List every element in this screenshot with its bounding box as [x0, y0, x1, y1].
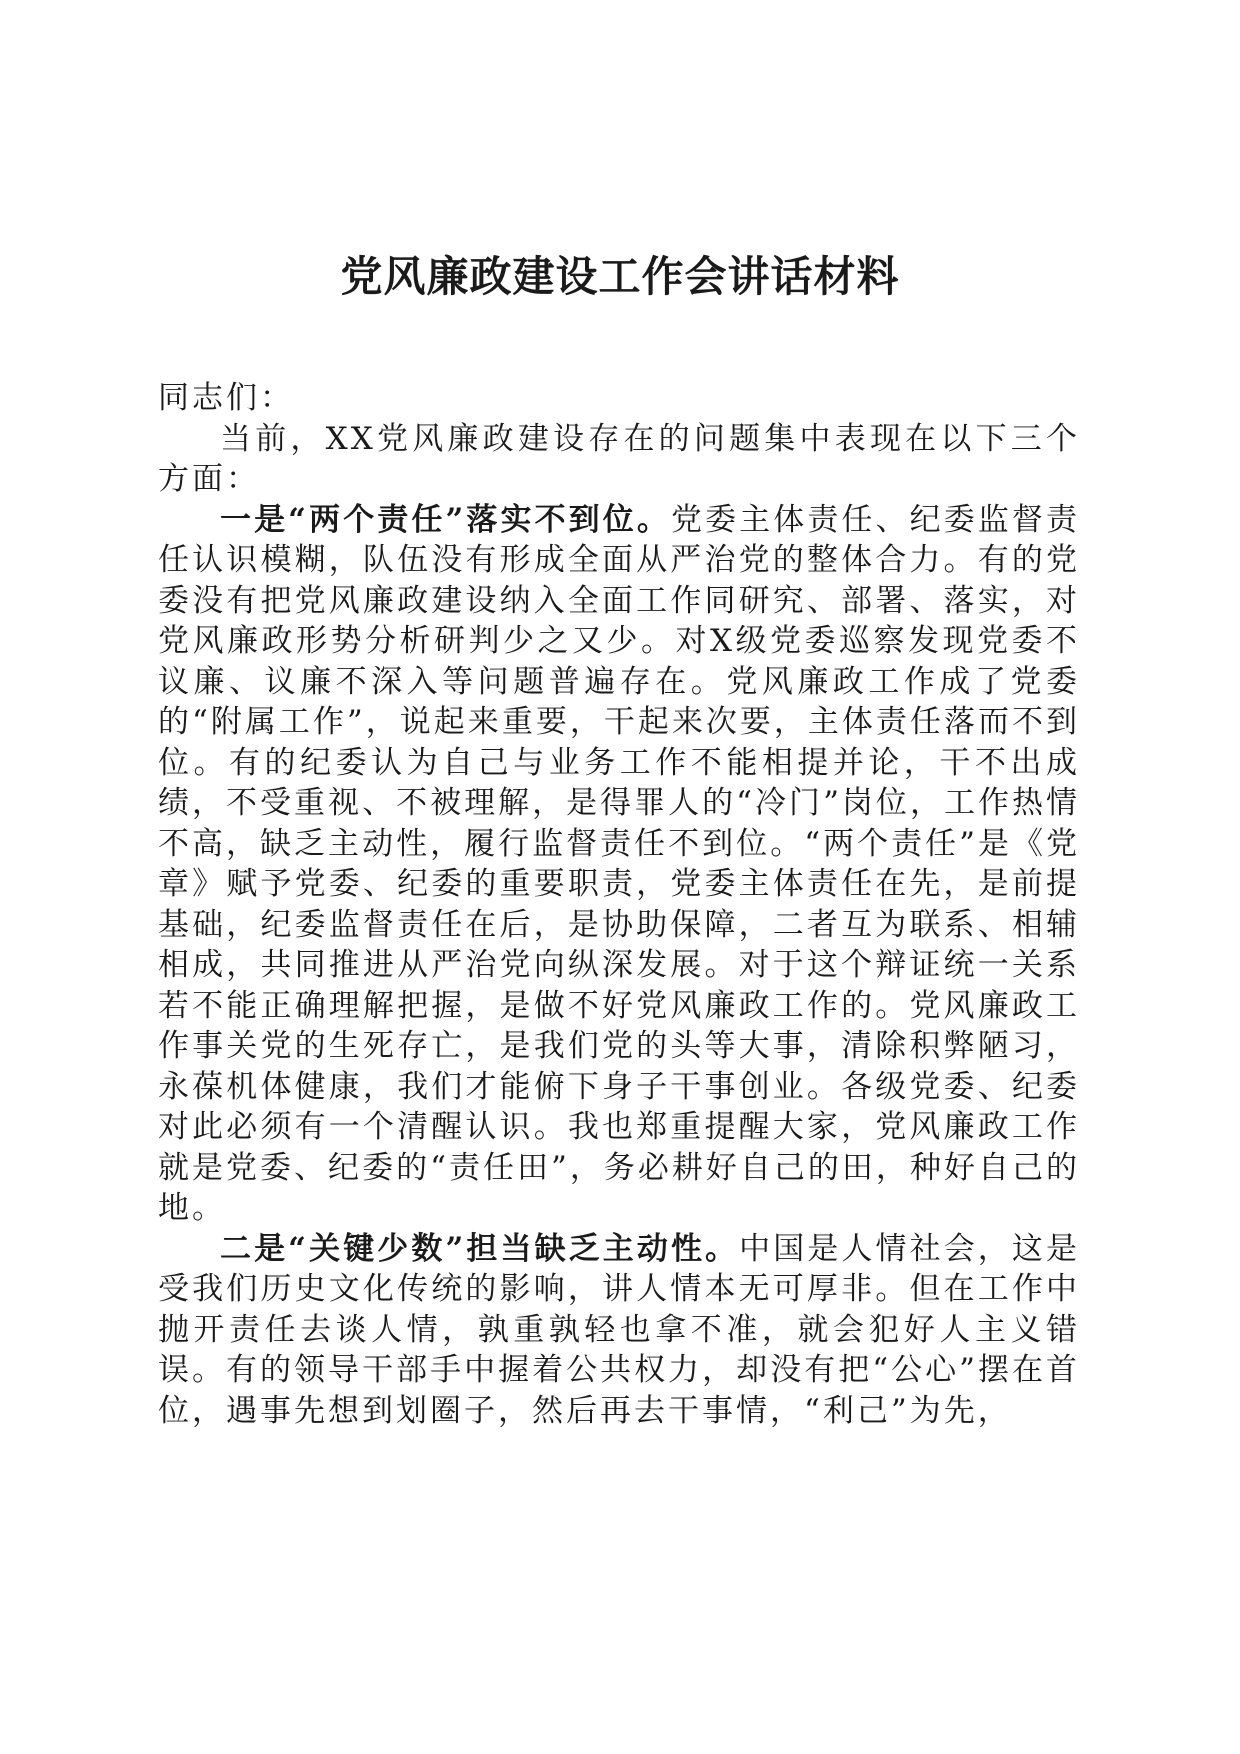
- document-body: [158, 378, 1080, 1431]
- section-1-text: 党委主体责任、纪委监督责任认识模糊，队伍没有形成全面从严治党的整体合力。有的党委没有把党风廉政建设纳入全面工作同研究、部署、落实，对党风廉政形势分析研判少之又少。对X级党委巡察发现党委不议廉、议廉不深入等问题普遍存在。党风廉政工作成了党委的“附属工作”，说起来重要，干起来次要，主体责任落而不到位。有的纪委认为自己与业务工作不能相提并论，干不出成绩，不受重视、不被理解，是得罪人的“冷门”岗位，工作热情不高，缺乏主动性，履行监督责任不到位。“两个责任”是《党章》赋予党委、纪委的重要职责，党委主体责任在先，是前提基础，纪委监督责任在后，是协助保障，二者互为联系、相辅相成，共同推进从严治党向纵深发展。对于这个辩证统一关系若不能正确理解把握，是做不好党风廉政工作的。党风廉政工作事关党的生死存亡，是我们党的头等大事，清除积弊陋习，永葆机体健康，我们才能俯下身子干事创业。各级党委、纪委对此必须有一个清醒认识。我也郑重提醒大家，党风廉政工作就是党委、纪委的“责任田”，务必耕好自己的田，种好自己的地。: [158, 501, 1080, 1226]
- section-2-heading: 二是“关键少数”担当缺乏主动性。: [220, 1230, 740, 1267]
- salutation: 同志们：: [158, 380, 294, 416]
- section-1-heading: 一是“两个责任”落实不到位。: [220, 501, 671, 538]
- section-2-paragraph: [158, 1229, 1080, 1432]
- intro-paragraph: 当前，XX党风廉政建设存在的问题集中表现在以下三个方面：: [158, 420, 1080, 497]
- document-title: 党风廉政建设工作会讲话材料: [340, 252, 900, 301]
- section-2-text: 中国是人情社会，这是受我们历史文化传统的影响，讲人情本无可厚非。但在工作中抛开责任去谈人情，孰重孰轻也拿不准，就会犯好人主义错误。有的领导干部手中握着公共权力，却没有把“公心”摆在首位，遇事先想到划圈子，然后再去干事情，“利己”为先，: [158, 1230, 1080, 1429]
- section-1-paragraph: [158, 500, 1080, 1229]
